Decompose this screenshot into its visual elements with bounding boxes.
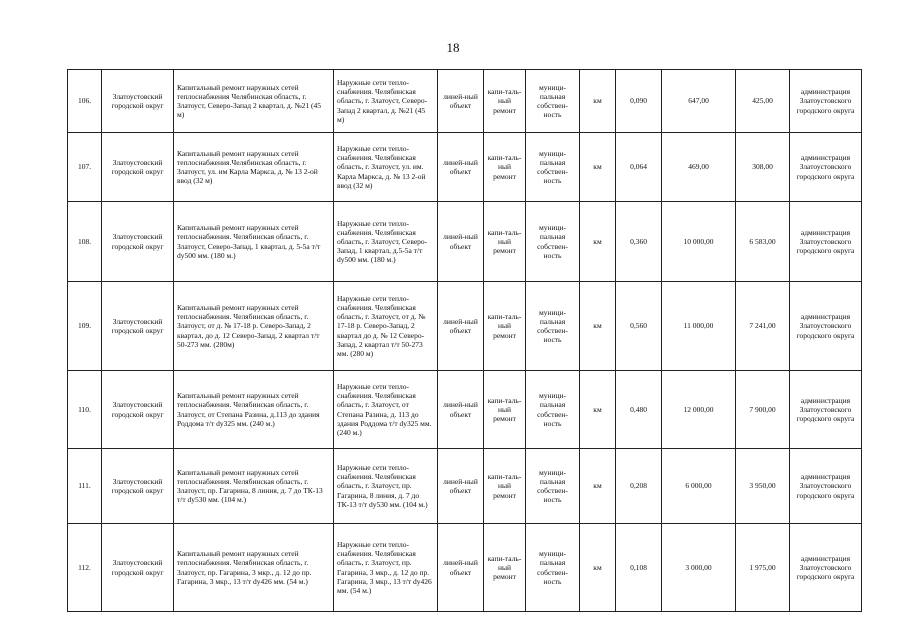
object-name-cell: Наружные сети тепло-снабжения. Челябинская область, г. Златоуст, ул. им. Карла Маркса, д. № 13 2-ой ввод (32 м): [334, 133, 438, 202]
object-type-cell: линей-ный объект: [438, 202, 484, 282]
work-description-cell: Капитальный ремонт наружных сетей теплоснабжения. Челябинская область, г. Златоуст, от Степана Разина, д.113 до здания Роддома т/т dy325 мм. (240 м.): [174, 371, 334, 449]
table-row: [68, 524, 862, 612]
work-type-cell: капи-таль-ный ремонт: [484, 133, 526, 202]
object-type-cell: линей-ный объект: [438, 133, 484, 202]
customer-cell: администрация Златоустовского городского округа: [790, 524, 862, 612]
cost-year-cell: 6 583,00: [736, 202, 790, 282]
work-type-cell: капи-таль-ный ремонт: [484, 70, 526, 133]
object-type-cell: линей-ный объект: [438, 282, 484, 371]
work-description-cell: Капитальный ремонт наружных сетей теплоснабжения. Челябинская область, г. Златоуст, Северо-Запад, 1 квартал, д. 5-5а т/т dy500 мм. (180 м.): [174, 202, 334, 282]
work-type-cell: капи-таль-ный ремонт: [484, 282, 526, 371]
unit-cell: км: [580, 70, 616, 133]
object-name-cell: Наружные сети тепло-снабжения. Челябинская область, г. Златоуст, от Степана Разина, д. 113 до здания Роддома т/т dy325 мм. (240 м.): [334, 371, 438, 449]
row-number: 109.: [68, 282, 102, 371]
cost-total-cell: 11 000,00: [662, 282, 736, 371]
row-number: 110.: [68, 371, 102, 449]
table-row: [68, 449, 862, 524]
object-type-cell: линей-ный объект: [438, 524, 484, 612]
row-number: 111.: [68, 449, 102, 524]
customer-cell: администрация Златоустовского городского округа: [790, 371, 862, 449]
cost-total-cell: 6 000,00: [662, 449, 736, 524]
cost-year-cell: 3 950,00: [736, 449, 790, 524]
work-description-cell: Капитальный ремонт наружных сетей теплоснабжения. Челябинская область, г. Златоуст, пр. Гагарина, 3 мкр., д. 12 до пр. Гагарина, 3 мкр., 13 т/т dy426 мм. (54 м.): [174, 524, 334, 612]
unit-cell: км: [580, 202, 616, 282]
object-type-cell: линей-ный объект: [438, 371, 484, 449]
table-row: [68, 133, 862, 202]
district-cell: Златоустовский городской округ: [102, 524, 174, 612]
object-name-cell: Наружные сети тепло-снабжения. Челябинская область, г. Златоуст, пр. Гагарина, 8 линия, д. 7 до ТК-13 т/т dy530 мм. (104 м.): [334, 449, 438, 524]
cost-year-cell: 308,00: [736, 133, 790, 202]
district-cell: Златоустовский городской округ: [102, 449, 174, 524]
capacity-cell: 0,560: [616, 282, 662, 371]
table-row: [68, 70, 862, 133]
work-type-cell: капи-таль-ный ремонт: [484, 524, 526, 612]
work-description-cell: Капитальный ремонт наружных сетей теплоснабжения.Челябинская область, г. Златоуст, ул. им Карла Маркса, д. № 13 2-ой ввод (32 м): [174, 133, 334, 202]
work-description-cell: Капитальный ремонт наружных сетей теплоснабжения Челябинская область, г. Златоуст, Северо-Запад 2 квартал, д. №21 (45 м): [174, 70, 334, 133]
capacity-cell: 0,064: [616, 133, 662, 202]
cost-total-cell: 469,00: [662, 133, 736, 202]
district-cell: Златоустовский городской округ: [102, 202, 174, 282]
object-type-cell: линей-ный объект: [438, 449, 484, 524]
object-name-cell: Наружные сети тепло-снабжения. Челябинская область, г. Златоуст, Северо-Запад 2 квартал, д. №21 (45 м): [334, 70, 438, 133]
row-number: 107.: [68, 133, 102, 202]
work-description-cell: Капитальный ремонт наружных сетей теплоснабжения. Челябинская область, г. Златоуст, пр. Гагарина, 8 линия, д. 7 до ТК-13 т/т dy530 мм. (104 м.): [174, 449, 334, 524]
unit-cell: км: [580, 449, 616, 524]
customer-cell: администрация Златоустовского городского округа: [790, 70, 862, 133]
capacity-cell: 0,480: [616, 371, 662, 449]
district-cell: Златоустовский городской округ: [102, 371, 174, 449]
capacity-cell: 0,208: [616, 449, 662, 524]
cost-total-cell: 10 000,00: [662, 202, 736, 282]
ownership-cell: муници-пальная собствен-ность: [526, 70, 580, 133]
unit-cell: км: [580, 282, 616, 371]
ownership-cell: муници-пальная собствен-ность: [526, 282, 580, 371]
capacity-cell: 0,090: [616, 70, 662, 133]
district-cell: Златоустовский городской округ: [102, 282, 174, 371]
work-type-cell: капи-таль-ный ремонт: [484, 449, 526, 524]
ownership-cell: муници-пальная собствен-ность: [526, 133, 580, 202]
ownership-cell: муници-пальная собствен-ность: [526, 449, 580, 524]
object-name-cell: Наружные сети тепло-снабжения. Челябинская область, г. Златоуст, пр. Гагарина, 3 мкр., д. 12 до пр. Гагарина, 3 мкр., 13 т/т dy426 мм. (54 м.): [334, 524, 438, 612]
unit-cell: км: [580, 133, 616, 202]
ownership-cell: муници-пальная собствен-ность: [526, 524, 580, 612]
cost-year-cell: 7 900,00: [736, 371, 790, 449]
row-number: 112.: [68, 524, 102, 612]
district-cell: Златоустовский городской округ: [102, 70, 174, 133]
cost-year-cell: 1 975,00: [736, 524, 790, 612]
cost-year-cell: 7 241,00: [736, 282, 790, 371]
table-row: [68, 371, 862, 449]
cost-total-cell: 12 000,00: [662, 371, 736, 449]
customer-cell: администрация Златоустовского городского округа: [790, 202, 862, 282]
district-cell: Златоустовский городской округ: [102, 133, 174, 202]
work-type-cell: капи-таль-ный ремонт: [484, 371, 526, 449]
row-number: 106.: [68, 70, 102, 133]
object-type-cell: линей-ный объект: [438, 70, 484, 133]
ownership-cell: муници-пальная собствен-ность: [526, 202, 580, 282]
capacity-cell: 0,108: [616, 524, 662, 612]
object-name-cell: Наружные сети тепло-снабжения. Челябинская область, г. Златоуст, от д. № 17-18 р. Северо-Запад, 2 квартал до д. № 12 Северо-Запад, 2 квартал т/т 50-273 мм. (280 м): [334, 282, 438, 371]
row-number: 108.: [68, 202, 102, 282]
table-row: [68, 282, 862, 371]
registry-table: [67, 69, 862, 612]
cost-total-cell: 3 000,00: [662, 524, 736, 612]
customer-cell: администрация Златоустовского городского округа: [790, 133, 862, 202]
customer-cell: администрация Златоустовского городского округа: [790, 282, 862, 371]
object-name-cell: Наружные сети тепло-снабжения. Челябинская область, г. Златоуст, Северо-Запад, 1 квартал, д.5-5а т/т dy500 мм. (180 м.): [334, 202, 438, 282]
customer-cell: администрация Златоустовского городского округа: [790, 449, 862, 524]
table-row: [68, 202, 862, 282]
work-type-cell: капи-таль-ный ремонт: [484, 202, 526, 282]
ownership-cell: муници-пальная собствен-ность: [526, 371, 580, 449]
cost-year-cell: 425,00: [736, 70, 790, 133]
work-description-cell: Капитальный ремонт наружных сетей теплоснабжения. Челябинская область, г. Златоуст, от д. № 17-18 р. Северо-Запад, 2 квартал, до д. 12 Северо-Запад, 2 квартал т/т 50-273 мм. (280м): [174, 282, 334, 371]
capacity-cell: 0,360: [616, 202, 662, 282]
page-number: 18: [446, 40, 460, 55]
unit-cell: км: [580, 524, 616, 612]
unit-cell: км: [580, 371, 616, 449]
cost-total-cell: 647,00: [662, 70, 736, 133]
